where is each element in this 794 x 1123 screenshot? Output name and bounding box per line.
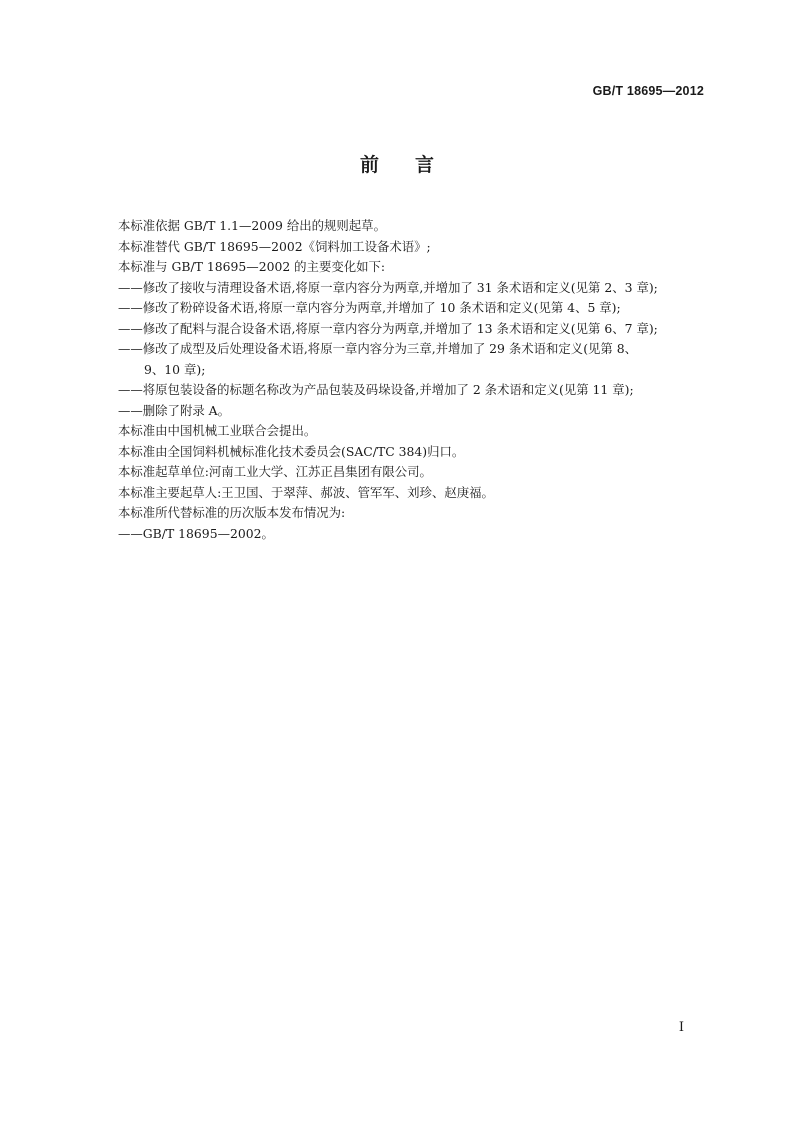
change-item-annex-deleted: ——删除了附录 A。	[118, 402, 231, 418]
paragraph-previous-editions: 本标准所代替标准的历次版本发布情况为:	[118, 505, 346, 520]
change-item-forming-postprocessing-cont: 9、10 章);	[144, 361, 206, 377]
paragraph-centralized-by: 本标准由全国饲料机械标准化技术委员会(SAC/TC 384)归口。	[118, 443, 465, 459]
previous-edition-item: ——GB/T 18695—2002。	[118, 525, 274, 541]
paragraph-replaces: 本标准替代 GB/T 18695—2002《饲料加工设备术语》;	[118, 238, 431, 254]
change-item-receiving-cleaning: ——修改了接收与清理设备术语,将原一章内容分为两章,并增加了 31 条术语和定义(见第 2、3 章);	[118, 279, 658, 295]
paragraph-drafting-rules: 本标准依据 GB/T 1.1—2009 给出的规则起草。	[118, 218, 386, 233]
page-number: I	[678, 1020, 684, 1035]
change-item-packaging: ——将原包装设备的标题名称改为产品包装及码垛设备,并增加了 2 条术语和定义(见第 11 章);	[118, 382, 634, 397]
standard-number: GB/T 18695—2012	[592, 84, 704, 98]
paragraph-main-changes: 本标准与 GB/T 18695—2002 的主要变化如下:	[118, 259, 386, 274]
change-item-grinding: ——修改了粉碎设备术语,将原一章内容分为两章,并增加了 10 条术语和定义(见第 4、5 章);	[118, 300, 621, 315]
change-item-forming-postprocessing: ——修改了成型及后处理设备术语,将原一章内容分为三章,并增加了 29 条术语和定义(见第 8、	[118, 341, 638, 356]
paragraph-drafting-units: 本标准起草单位:河南工业大学、江苏正昌集团有限公司。	[118, 464, 432, 479]
foreword-body	[118, 216, 708, 544]
paragraph-drafters: 本标准主要起草人:王卫国、于翠萍、郝波、管军军、刘珍、赵庚福。	[118, 484, 494, 500]
change-item-batching-mixing: ——修改了配料与混合设备术语,将原一章内容分为两章,并增加了 13 条术语和定义(见第 6、7 章);	[118, 320, 658, 336]
paragraph-proposed-by: 本标准由中国机械工业联合会提出。	[118, 423, 317, 438]
page-title: 前言	[359, 154, 470, 176]
